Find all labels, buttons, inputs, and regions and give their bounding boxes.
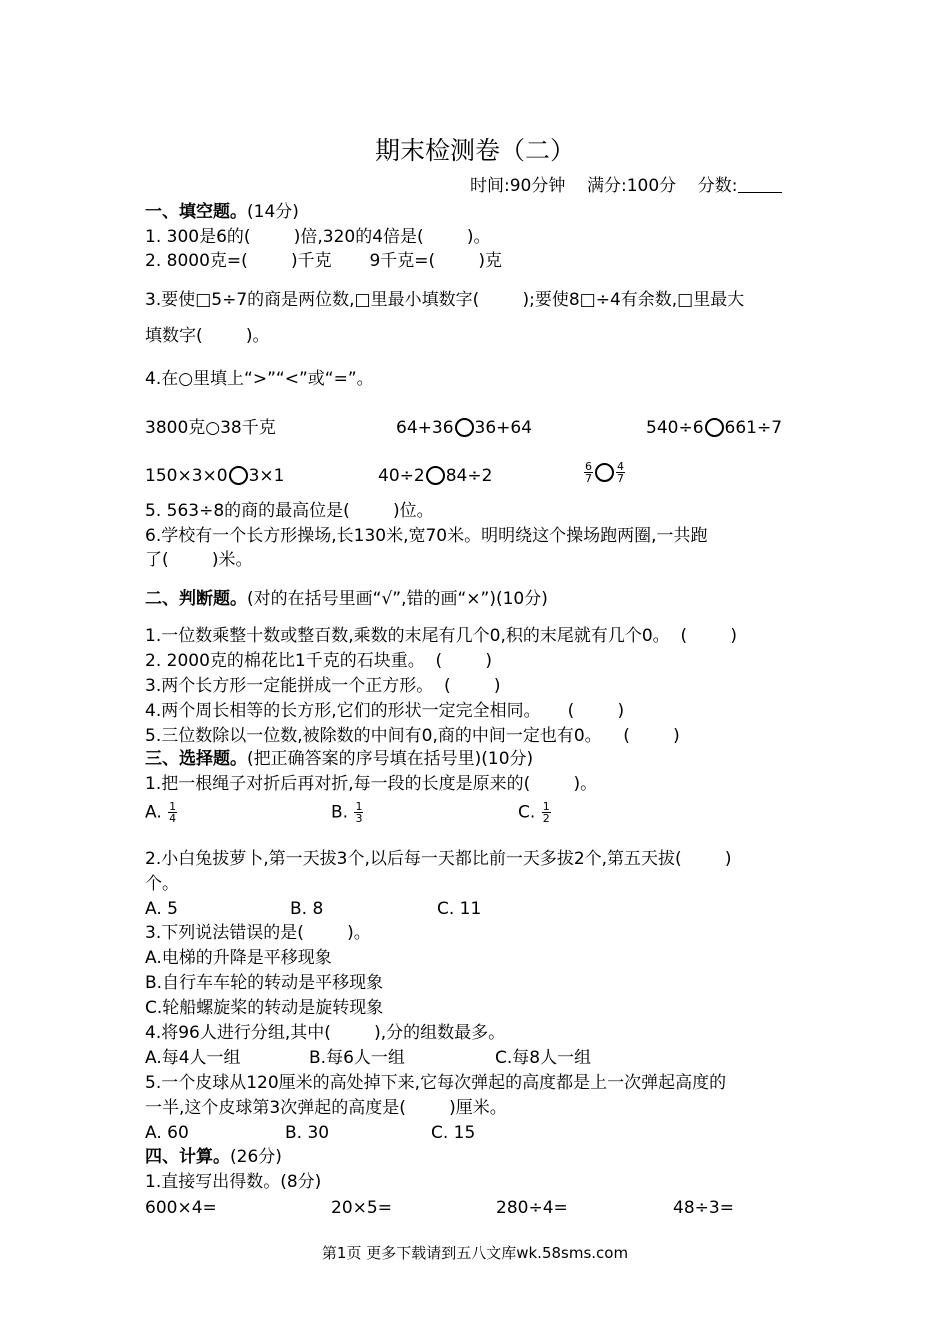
section-1-score: (14分) <box>247 202 299 222</box>
s1-q6-line1: 6.学校有一个长方形操场,长130米,宽70米。明明绕这个操场跑两圈,一共跑 <box>145 526 708 546</box>
fraction-1-3 <box>354 801 363 824</box>
section-2-score: (对的在括号里画“√”,错的画“×”)(10分) <box>247 589 548 609</box>
compare-3-right: 661÷7 <box>724 418 783 438</box>
compare-circle <box>705 418 724 437</box>
fraction-denominator: 7 <box>585 472 592 485</box>
fraction-numerator: 6 <box>585 460 592 473</box>
fraction-numerator: 4 <box>617 460 624 473</box>
s3-q4: 4.将96人进行分组,其中( ),分的组数最多。 <box>145 1023 506 1043</box>
compare-1: 3800克○38千克 <box>145 418 276 438</box>
section-3-heading: 三、选择题。 <box>145 749 247 769</box>
s1-q1: 1. 300是6的( )倍,320的4倍是( )。 <box>145 227 491 247</box>
s3-q3-option-b: B.自行车车轮的转动是平移现象 <box>145 973 384 993</box>
page-title: 期末检测卷（二） <box>374 136 575 165</box>
compare-6 <box>583 461 626 484</box>
section-1-header <box>145 201 299 223</box>
compare-circle <box>229 466 248 485</box>
s3-q4-option-a: A.每4人一组 <box>145 1048 241 1068</box>
compare-4-right: 3×1 <box>248 466 285 486</box>
s1-q3-line2: 填数字( )。 <box>145 326 270 346</box>
section-1-heading: 一、填空题。 <box>145 202 247 222</box>
s3-q5-option-c: C. 15 <box>431 1123 476 1143</box>
fraction-6-7 <box>584 461 593 484</box>
section-2-header <box>145 588 548 610</box>
s3-q5-line2: 一半,这个皮球第3次弹起的高度是( )厘米。 <box>145 1098 507 1118</box>
section-4-score: (26分) <box>230 1147 282 1167</box>
s2-q5: 5.三位数除以一位数,被除数的中间有0,商的中间一定也有0。 ( ) <box>145 726 680 746</box>
option-label: C. <box>518 802 536 823</box>
s2-q1: 1.一位数乘整十数或整百数,乘数的末尾有几个0,积的末尾就有几个0。 ( ) <box>145 626 737 646</box>
fraction-numerator: 1 <box>355 800 363 813</box>
compare-5-right: 84÷2 <box>445 466 493 486</box>
section-4-heading: 四、计算。 <box>145 1147 230 1167</box>
score-blank <box>738 176 782 193</box>
section-4-header <box>145 1146 282 1168</box>
compare-4-left: 150×3×0 <box>145 466 228 486</box>
compare-4 <box>145 465 284 487</box>
s1-q2: 2. 8000克=( )千克 9千克=( )克 <box>145 251 503 271</box>
s1-q5: 5. 563÷8的商的最高位是( )位。 <box>145 501 434 521</box>
s4-q1: 1.直接写出得数。(8分) <box>145 1172 322 1192</box>
s2-q4: 4.两个周长相等的长方形,它们的形状一定完全相同。 ( ) <box>145 701 625 721</box>
s3-q1-option-b <box>331 801 364 824</box>
compare-circle <box>455 418 474 437</box>
calc-item: 20×5= <box>331 1198 392 1218</box>
option-label: A. <box>145 802 162 823</box>
section-2-heading: 二、判断题。 <box>145 589 247 609</box>
compare-circle <box>426 466 445 485</box>
s3-q5-option-a: A. 60 <box>145 1123 189 1143</box>
fraction-1-2 <box>542 801 551 824</box>
s3-q2-line2: 个。 <box>145 874 179 894</box>
option-label: B. <box>331 802 349 823</box>
compare-2-left: 64+36 <box>396 418 454 438</box>
compare-2-right: 36+64 <box>474 418 533 438</box>
compare-3 <box>646 417 782 439</box>
calc-item: 48÷3= <box>673 1198 734 1218</box>
fraction-4-7 <box>616 461 625 484</box>
fraction-denominator: 3 <box>355 812 363 825</box>
fraction-denominator: 4 <box>169 812 177 825</box>
s1-q6-line2: 了( )米。 <box>145 550 253 570</box>
section-3-header <box>145 748 533 770</box>
s3-q1-option-c <box>518 801 552 824</box>
exam-info <box>470 175 782 197</box>
s3-q4-option-c: C.每8人一组 <box>495 1048 592 1068</box>
s1-q3-line1: 3.要使□5÷7的商是两位数,□里最小填数字( );要使8□÷4有余数,□里最大 <box>145 290 745 310</box>
s3-q3: 3.下列说法错误的是( )。 <box>145 923 371 943</box>
s3-q5-option-b: B. 30 <box>285 1123 330 1143</box>
s3-q2-option-b: B. 8 <box>290 899 324 919</box>
fraction-denominator: 2 <box>542 812 550 825</box>
fraction-numerator: 1 <box>169 800 177 813</box>
s3-q5-line1: 5.一个皮球从120厘米的高处掉下来,它每次弹起的高度都是上一次弹起高度的 <box>145 1073 727 1093</box>
s3-q3-option-c: C.轮船螺旋桨的转动是旋转现象 <box>145 998 384 1018</box>
compare-circle <box>595 463 614 482</box>
s3-q2-option-a: A. 5 <box>145 899 178 919</box>
s3-q3-option-a: A.电梯的升降是平移现象 <box>145 948 332 968</box>
s3-q2-option-c: C. 11 <box>437 899 482 919</box>
s2-q2: 2. 2000克的棉花比1千克的石块重。 ( ) <box>145 651 493 671</box>
compare-3-left: 540÷6 <box>646 418 704 438</box>
compare-2 <box>396 417 532 439</box>
exam-info-text: 时间:90分钟 满分:100分 分数: <box>470 176 738 196</box>
s3-q4-option-b: B.每6人一组 <box>309 1048 405 1068</box>
compare-5-left: 40÷2 <box>378 466 425 486</box>
fraction-denominator: 7 <box>617 472 624 485</box>
s3-q1-option-a <box>145 801 178 824</box>
calc-item: 600×4= <box>145 1198 217 1218</box>
fraction-numerator: 1 <box>542 800 550 813</box>
calc-item: 280÷4= <box>496 1198 568 1218</box>
s3-q1: 1.把一根绳子对折后再对折,每一段的长度是原来的( )。 <box>145 774 598 794</box>
s1-q4: 4.在○里填上“>”“<”或“=”。 <box>145 369 374 389</box>
page-footer: 第1页 更多下载请到五八文库wk.58sms.com <box>321 1244 629 1262</box>
fraction-1-4 <box>168 801 177 824</box>
compare-5 <box>378 465 492 487</box>
s2-q3: 3.两个长方形一定能拼成一个正方形。 ( ) <box>145 676 501 696</box>
section-3-score: (把正确答案的序号填在括号里)(10分) <box>247 749 534 769</box>
s3-q2-line1: 2.小白兔拔萝卜,第一天拔3个,以后每一天都比前一天多拔2个,第五天拔( ) <box>145 849 732 869</box>
